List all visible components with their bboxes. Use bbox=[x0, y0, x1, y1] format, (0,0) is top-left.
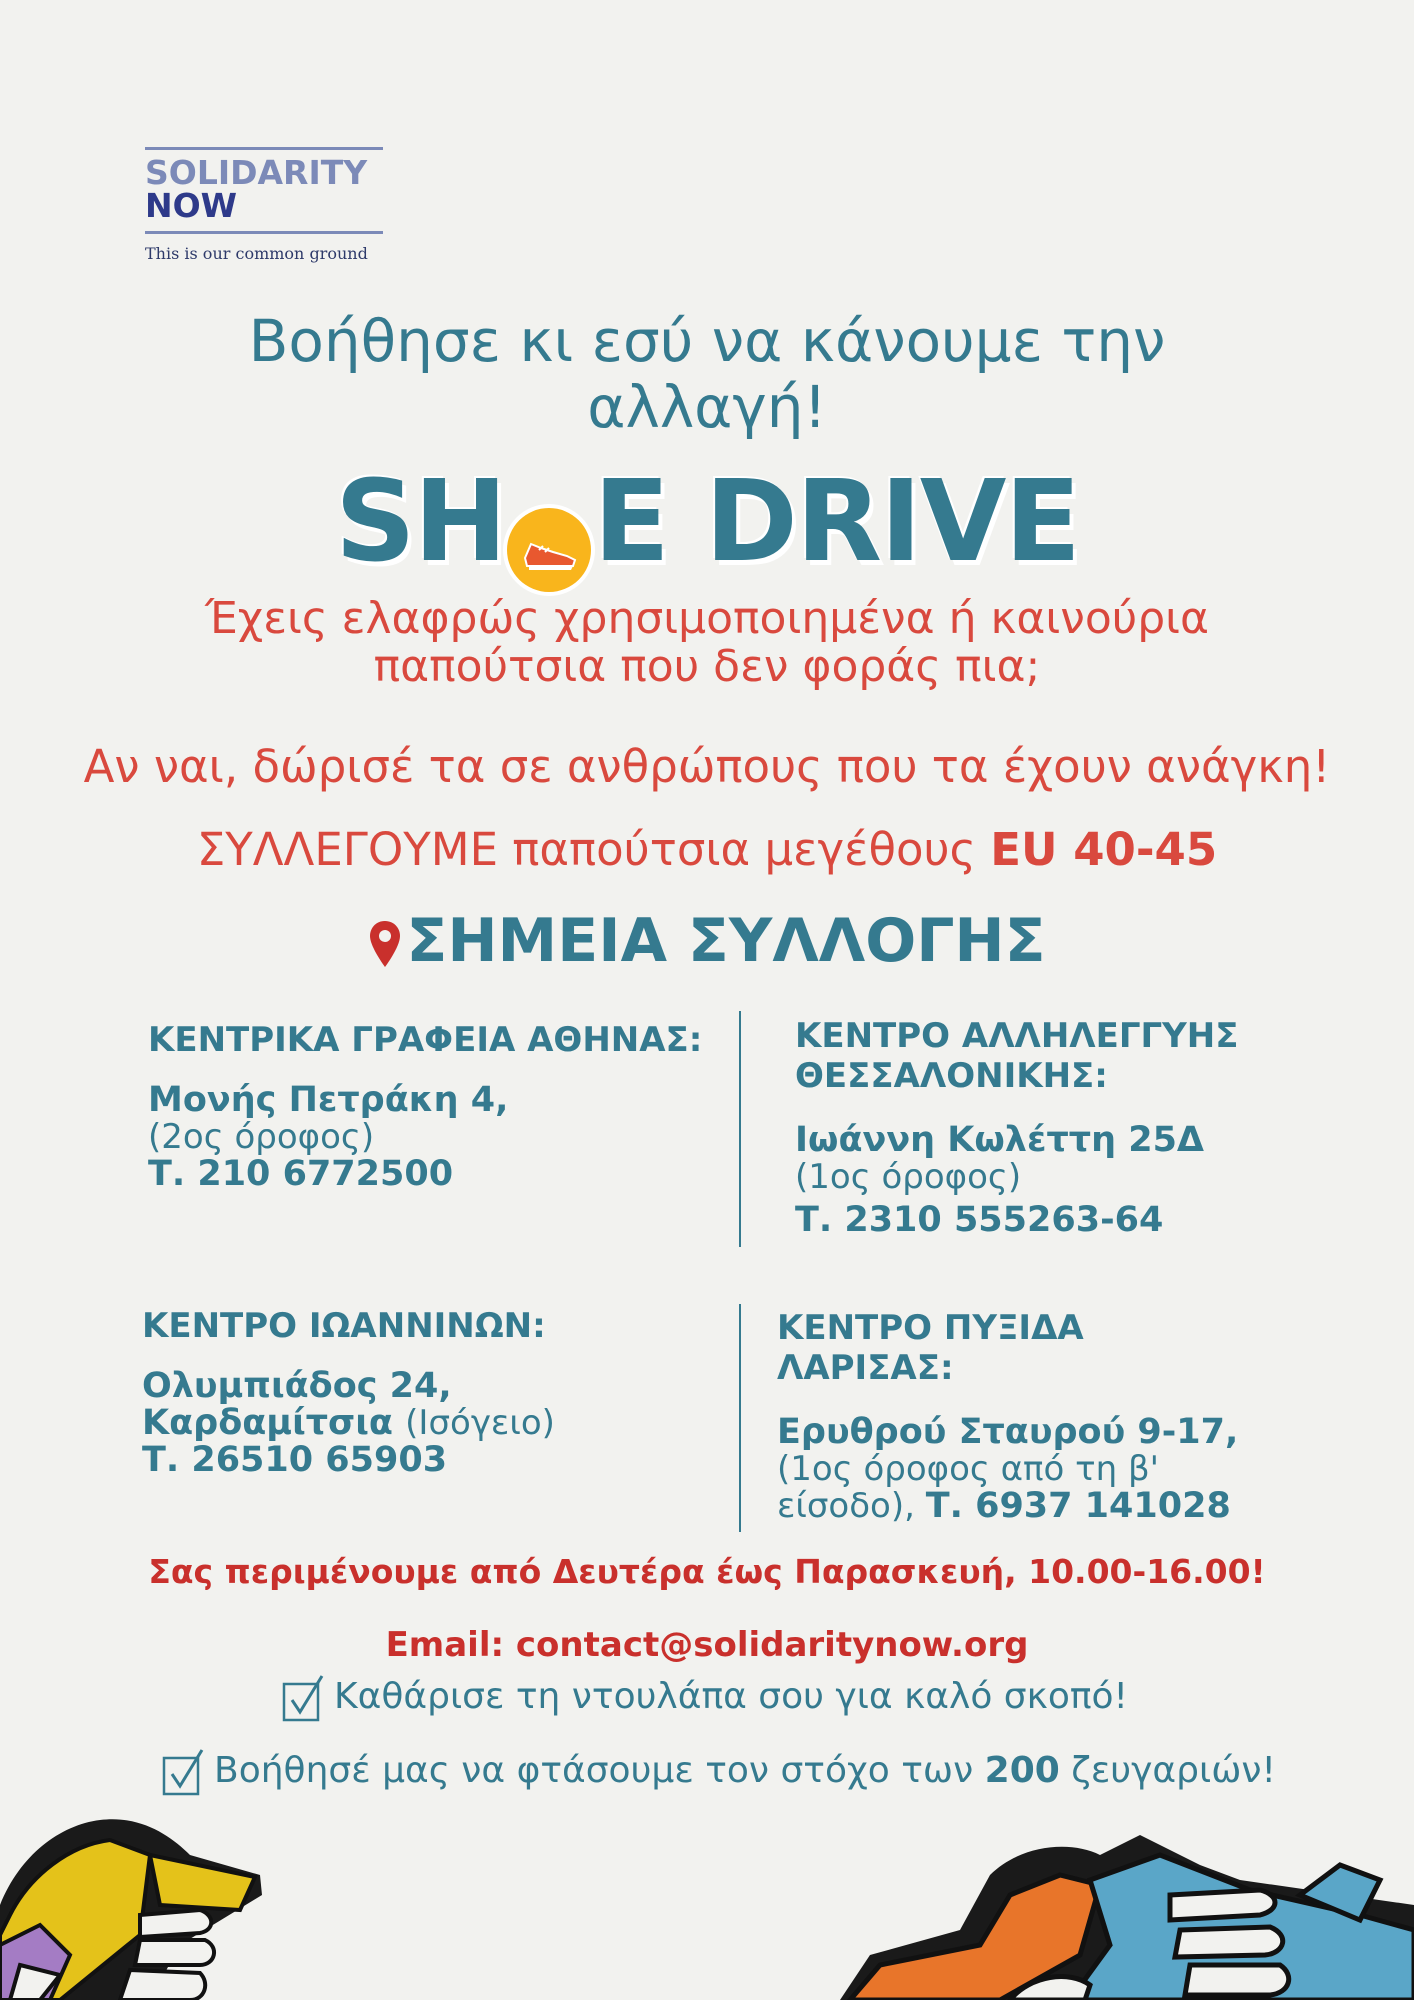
location-athens bbox=[148, 1020, 708, 1193]
location-larisa-name-1: ΚΕΝΤΡΟ ΠΥΞΙΔΑ bbox=[777, 1308, 1084, 1348]
logo-top-rule bbox=[145, 147, 383, 150]
checkbox-icon bbox=[280, 1672, 326, 1724]
location-larisa-phone: Τ. 6937 141028 bbox=[925, 1486, 1231, 1526]
title-part-1: SH bbox=[335, 457, 506, 587]
location-thessaloniki-floor: (1ος όροφος) bbox=[795, 1157, 1022, 1197]
location-ioannina-name: ΚΕΝΤΡΟ ΙΩΑΝΝΙΝΩΝ: bbox=[142, 1306, 546, 1346]
location-ioannina-area: Καρδαμίτσια bbox=[142, 1403, 393, 1443]
location-larisa-floor-2: είσοδο), bbox=[777, 1486, 915, 1526]
logo-tagline: This is our common ground bbox=[145, 244, 368, 263]
location-thessaloniki bbox=[795, 1016, 1355, 1239]
check-item-2-number: 200 bbox=[984, 1750, 1060, 1791]
logo-word-now: NOW bbox=[145, 186, 238, 225]
location-larisa-street: Ερυθρού Σταυρού 9-17, bbox=[777, 1412, 1239, 1452]
collection-points-label: ΣΗΜΕΙΑ ΣΥΛΛΟΓΗΣ bbox=[406, 906, 1046, 976]
divider-top bbox=[739, 1011, 741, 1247]
headline bbox=[0, 308, 1414, 440]
location-larisa-name-2: ΛΑΡΙΣΑΣ: bbox=[777, 1348, 954, 1388]
collect-label: ΣΥΛΛΕΓΟΥΜΕ παπούτσια μεγέθους bbox=[196, 823, 976, 876]
location-thessaloniki-phone: Τ. 2310 555263-64 bbox=[795, 1200, 1164, 1240]
location-ioannina bbox=[142, 1306, 702, 1479]
sneaker-illustration-right bbox=[840, 1835, 1414, 2000]
shoe-drive-title bbox=[0, 457, 1414, 587]
logo-word-solidarity: SOLIDARITY bbox=[145, 153, 368, 192]
check-item-2-text-after: ζευγαριών! bbox=[1071, 1750, 1276, 1791]
contact-email[interactable]: Email: contact@solidaritynow.org bbox=[385, 1625, 1029, 1665]
collection-points-title bbox=[0, 906, 1414, 976]
map-pin-icon bbox=[368, 919, 402, 969]
location-athens-street: Μονής Πετράκη 4, bbox=[148, 1080, 509, 1120]
location-thessaloniki-name-1: ΚΕΝΤΡΟ ΑΛΛΗΛΕΓΓΥΗΣ bbox=[795, 1016, 1239, 1056]
collect-text bbox=[0, 823, 1414, 876]
divider-bottom bbox=[739, 1304, 741, 1532]
location-ioannina-phone: Τ. 26510 65903 bbox=[142, 1440, 448, 1480]
question-line-2: παπούτσια που δεν φοράς πια; bbox=[373, 641, 1041, 692]
sneaker-icon bbox=[507, 508, 591, 592]
headline-line-2: αλλαγή! bbox=[587, 373, 827, 441]
solidarity-now-logo bbox=[145, 145, 385, 270]
check-item-1 bbox=[280, 1672, 1128, 1724]
collect-size: EU 40-45 bbox=[990, 823, 1218, 876]
location-thessaloniki-street: Ιωάννη Κωλέττη 25Δ bbox=[795, 1120, 1205, 1160]
check-item-2-text-before: Βοήθησέ μας να φτάσουμε τον στόχο των bbox=[214, 1750, 974, 1791]
question-text bbox=[0, 595, 1414, 691]
location-athens-name: ΚΕΝΤΡΙΚΑ ΓΡΑΦΕΙΑ ΑΘΗΝΑΣ: bbox=[148, 1020, 703, 1060]
check-item-1-text: Καθάρισε τη ντουλάπα σου για καλό σκοπό! bbox=[334, 1676, 1128, 1717]
location-athens-floor: (2ος όροφος) bbox=[148, 1117, 375, 1157]
location-ioannina-street: Ολυμπιάδος 24, bbox=[142, 1366, 452, 1406]
check-item-2 bbox=[160, 1746, 1276, 1798]
donate-text: Αν ναι, δώρισέ τα σε ανθρώπους που τα έχουν ανάγκη! bbox=[83, 740, 1331, 793]
opening-hours: Σας περιμένουμε από Δευτέρα έως Παρασκευή, 10.00-16.00! bbox=[148, 1552, 1266, 1591]
sneaker-illustration-left bbox=[0, 1815, 270, 2000]
location-thessaloniki-name-2: ΘΕΣΣΑΛΟΝΙΚΗΣ: bbox=[795, 1056, 1108, 1096]
location-ioannina-floor: (Ισόγειο) bbox=[405, 1403, 555, 1443]
headline-line-1: Βοήθησε κι εσύ να κάνουμε την bbox=[248, 307, 1166, 375]
logo-bottom-rule bbox=[145, 231, 383, 234]
location-larisa bbox=[777, 1308, 1377, 1525]
location-athens-phone: Τ. 210 6772500 bbox=[148, 1154, 454, 1194]
title-part-2: E DRIVE bbox=[593, 457, 1079, 587]
question-line-1: Έχεις ελαφρώς χρησιμοποιημένα ή καινούρια bbox=[204, 593, 1210, 644]
checkbox-icon bbox=[160, 1746, 206, 1798]
location-larisa-floor-1: (1ος όροφος από τη β' bbox=[777, 1449, 1160, 1489]
